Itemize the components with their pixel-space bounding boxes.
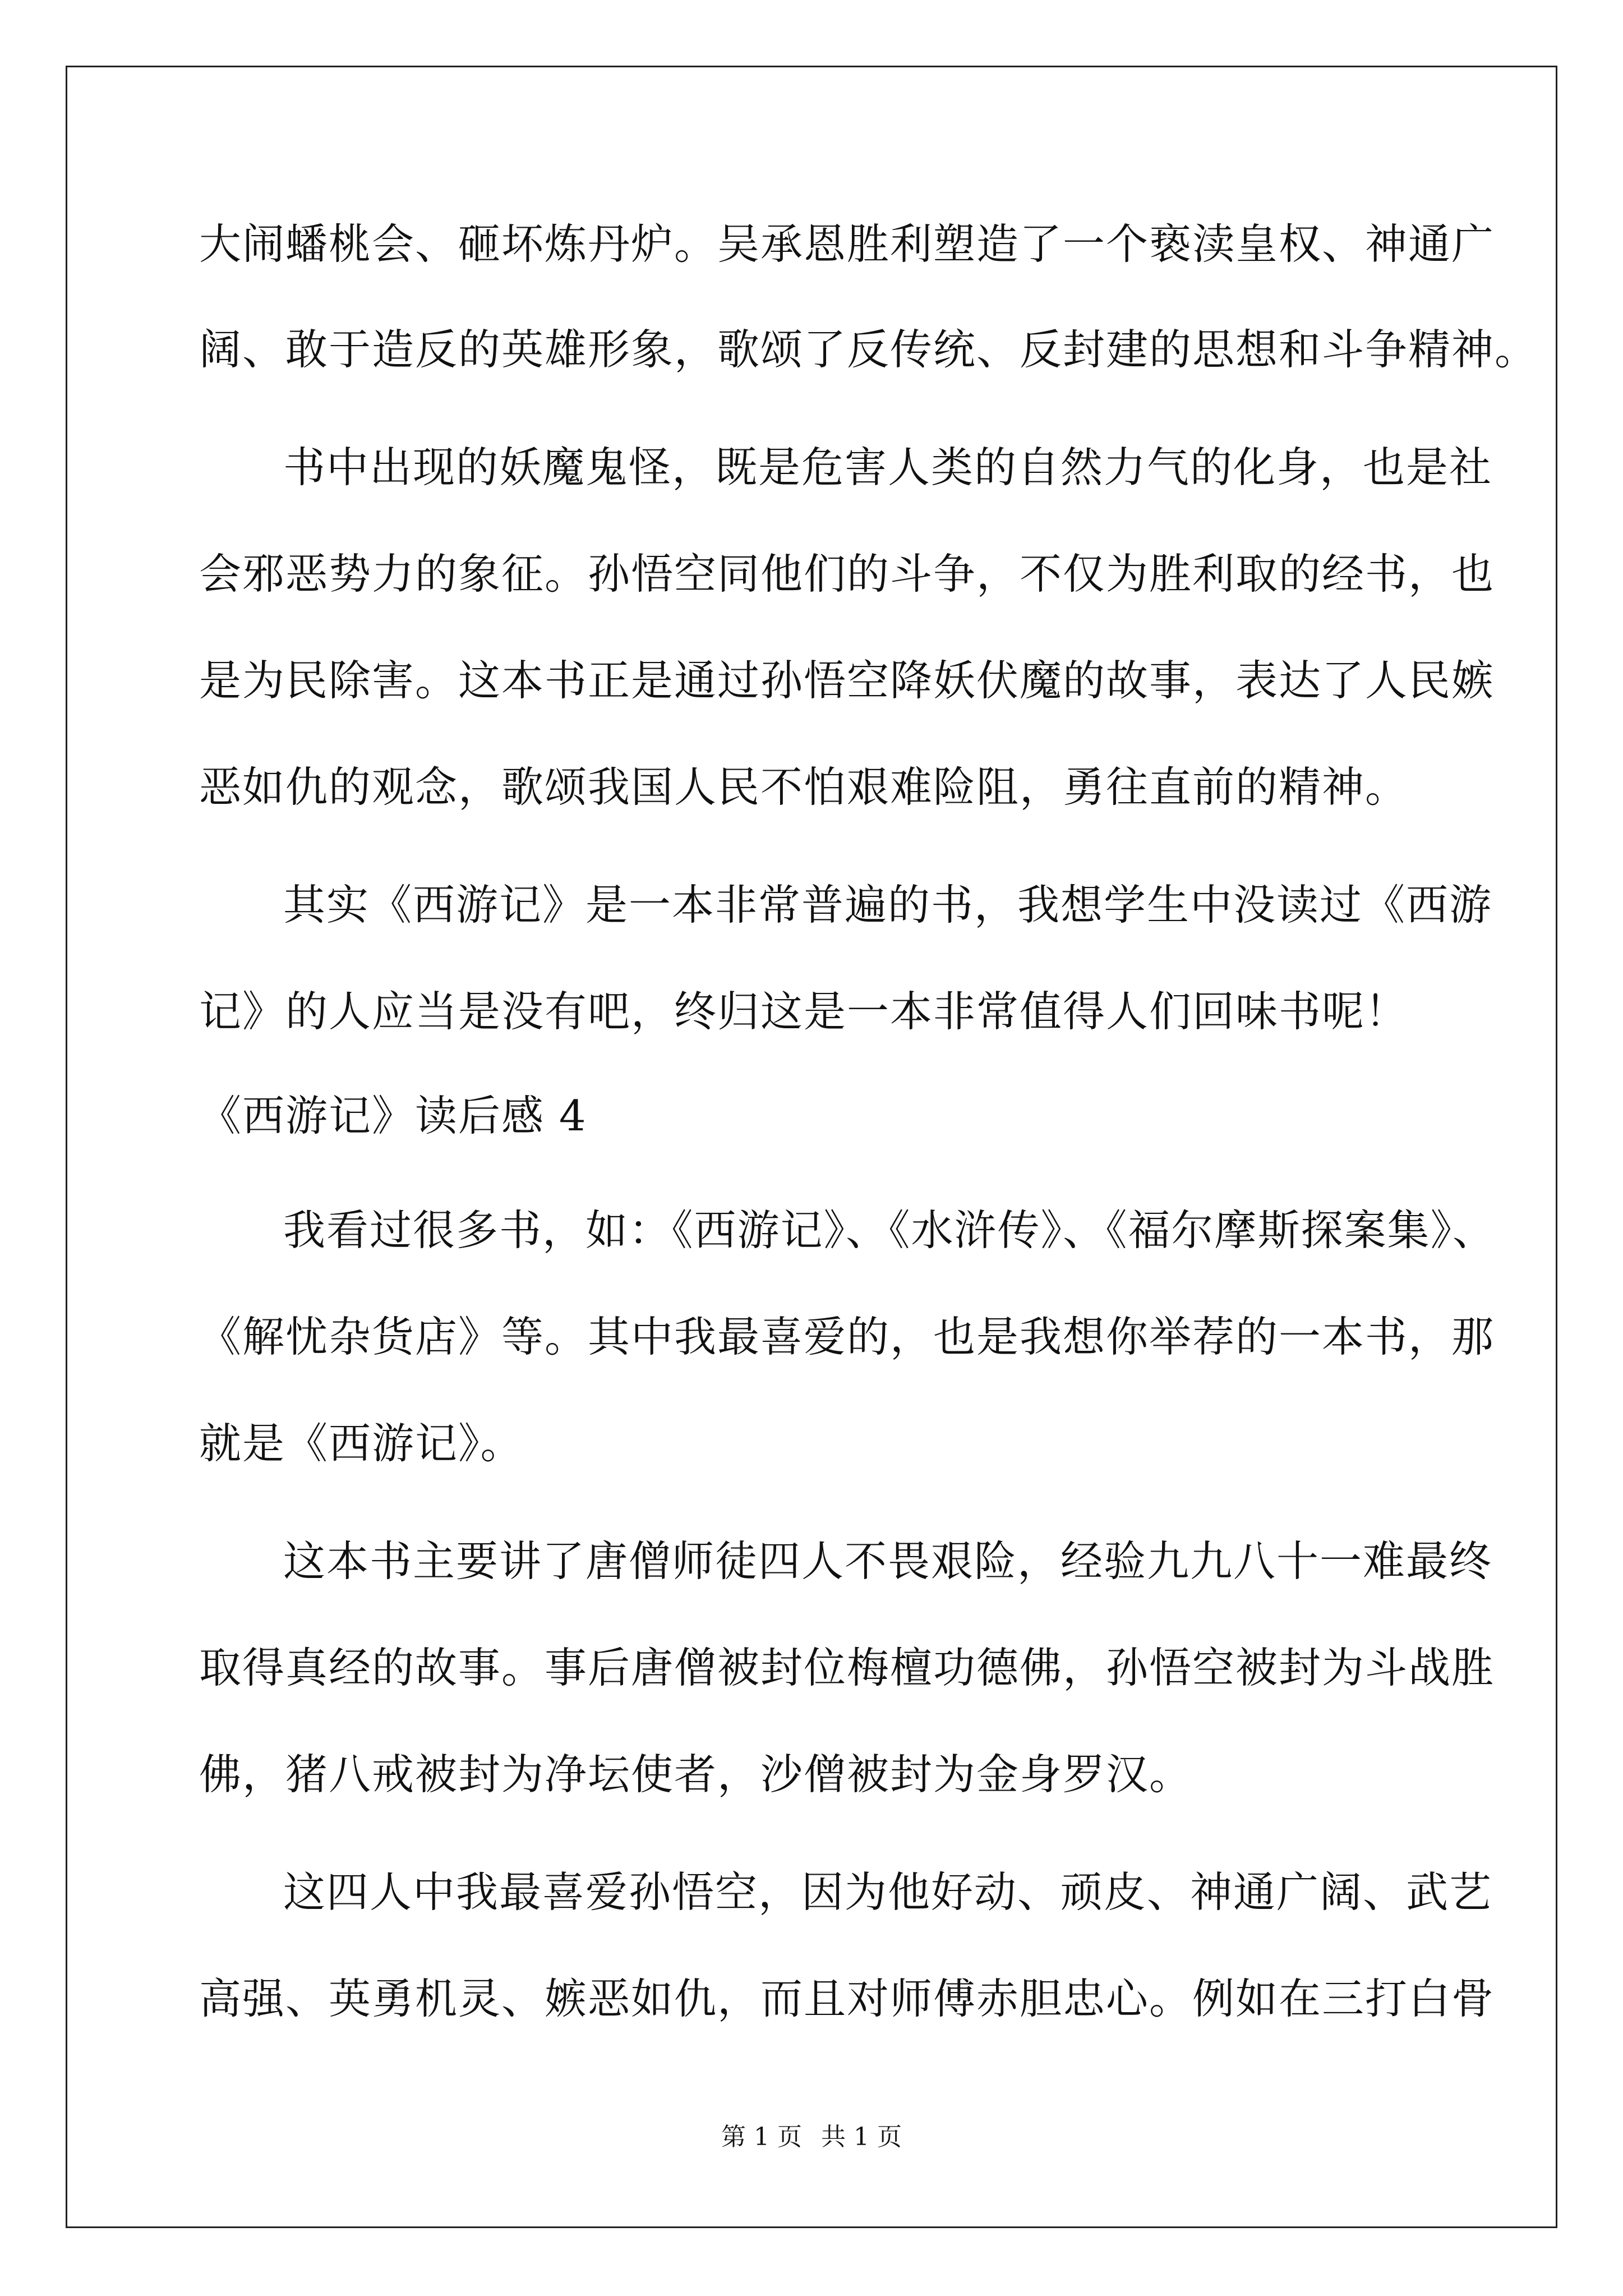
- body-line-17: 高强、英勇机灵、嫉恶如仇，而且对师傅赤胆忠心。例如在三打白骨: [199, 1974, 1495, 2023]
- page-footer: [0, 2120, 1623, 2154]
- body-line-1: 大闹蟠桃会、砸坏炼丹炉。吴承恩胜利塑造了一个亵渎皇权、神通广: [199, 219, 1495, 269]
- body-line-2: 阔、敢于造反的英雄形象，歌颂了反传统、反封建的思想和斗争精神。: [199, 325, 1538, 374]
- body-line-6: 恶如仇的观念，歌颂我国人民不怕艰难险阻，勇往直前的精神。: [199, 762, 1409, 812]
- body-line-15: 佛，猪八戒被封为净坛使者，沙僧被封为金身罗汉。: [199, 1750, 1193, 1799]
- body-line-8: 记》的人应当是没有吧，终归这是一本非常值得人们回味书呢！: [199, 987, 1409, 1036]
- page-number-label: 第 1 页: [721, 2123, 802, 2151]
- section-heading: 《西游记》读后感 4: [199, 1091, 587, 1140]
- body-line-14: 取得真经的故事。事后唐僧被封位梅檀功德佛，孙悟空被封为斗战胜: [199, 1643, 1495, 1692]
- body-line-3: 书中出现的妖魔鬼怪，既是危害人类的自然力气的化身，也是社: [283, 443, 1493, 492]
- body-line-16: 这四人中我最喜爱孙悟空，因为他好动、顽皮、神通广阔、武艺: [283, 1867, 1493, 1917]
- body-line-13: 这本书主要讲了唐僧师徒四人不畏艰险，经验九九八十一难最终: [283, 1536, 1493, 1586]
- body-line-4: 会邪恶势力的象征。孙悟空同他们的斗争，不仅为胜利取的经书，也: [199, 549, 1495, 599]
- body-line-5: 是为民除害。这本书正是通过孙悟空降妖伏魔的故事，表达了人民嫉: [199, 656, 1495, 705]
- total-pages-label: 共 1 页: [821, 2123, 902, 2151]
- body-line-10: 我看过很多书，如：《西游记》、《水浒传》、《福尔摩斯探案集》、: [283, 1205, 1496, 1255]
- body-line-11: 《解忧杂货店》等。其中我最喜爱的，也是我想你举荐的一本书，那: [199, 1312, 1495, 1361]
- body-line-12: 就是《西游记》。: [199, 1419, 524, 1468]
- body-line-7: 其实《西游记》是一本非常普遍的书，我想学生中没读过《西游: [283, 880, 1493, 930]
